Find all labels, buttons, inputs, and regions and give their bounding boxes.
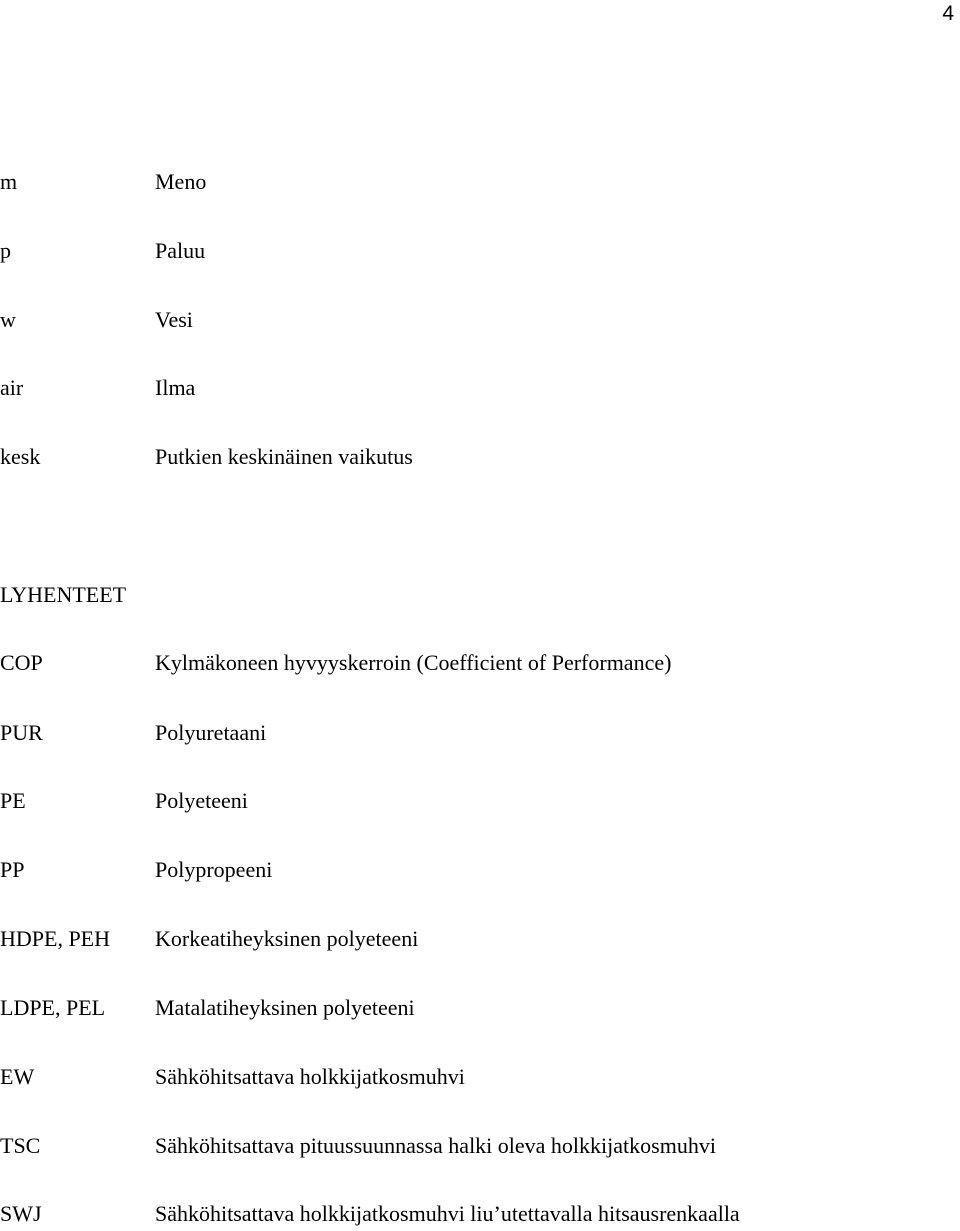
list-item [0,442,960,472]
list-item [0,1131,960,1161]
symbol-description: Ilma [155,375,196,400]
symbol-term: p [0,238,11,263]
list-item [0,718,960,748]
list-item [0,924,960,954]
list-item [0,373,960,403]
abbreviation-description: Sähköhitsattava pituussuunnassa halki oleva holkkijatkosmuhvi [155,1133,716,1158]
symbol-description: Putkien keskinäinen vaikutus [155,444,413,469]
abbreviation-term: PP [0,857,25,882]
abbreviation-description: Sähköhitsattava holkkijatkosmuhvi liu’utettavalla hitsausrenkaalla [155,1201,740,1226]
abbreviation-term: TSC [0,1133,41,1158]
list-item [0,1199,960,1229]
abbreviation-term: LDPE, PEL [0,995,106,1020]
abbreviation-term: SWJ [0,1201,42,1226]
list-item [0,855,960,885]
page-number: 4 [942,2,954,25]
symbol-term: air [0,375,24,400]
list-item [0,993,960,1023]
abbreviation-term: PE [0,788,26,813]
abbreviation-term: EW [0,1064,35,1089]
list-item [0,167,960,197]
symbol-term: w [0,307,16,332]
list-item [0,236,960,266]
abbreviation-description: Korkeatiheyksinen polyeteeni [155,926,419,951]
abbreviation-description: Polyuretaani [155,720,267,745]
abbreviation-description: Matalatiheyksinen polyeteeni [155,995,415,1020]
symbol-term: m [0,169,18,194]
symbol-term: kesk [0,444,41,469]
section-heading: LYHENTEET [0,582,127,607]
abbreviation-term: HDPE, PEH [0,926,111,951]
list-item [0,786,960,816]
abbreviation-description: Polypropeeni [155,857,273,882]
symbol-description: Meno [155,169,207,194]
abbreviation-description: Kylmäkoneen hyvyyskerroin (Coefficient of Performance) [155,650,672,675]
symbol-description: Vesi [155,307,193,332]
list-item [0,1062,960,1092]
abbreviation-term: PUR [0,720,43,745]
abbreviation-term: COP [0,650,43,675]
list-item [0,305,960,335]
list-item [0,648,960,678]
abbreviation-description: Sähköhitsattava holkkijatkosmuhvi [155,1064,465,1089]
abbreviation-description: Polyeteeni [155,788,248,813]
symbol-description: Paluu [155,238,206,263]
